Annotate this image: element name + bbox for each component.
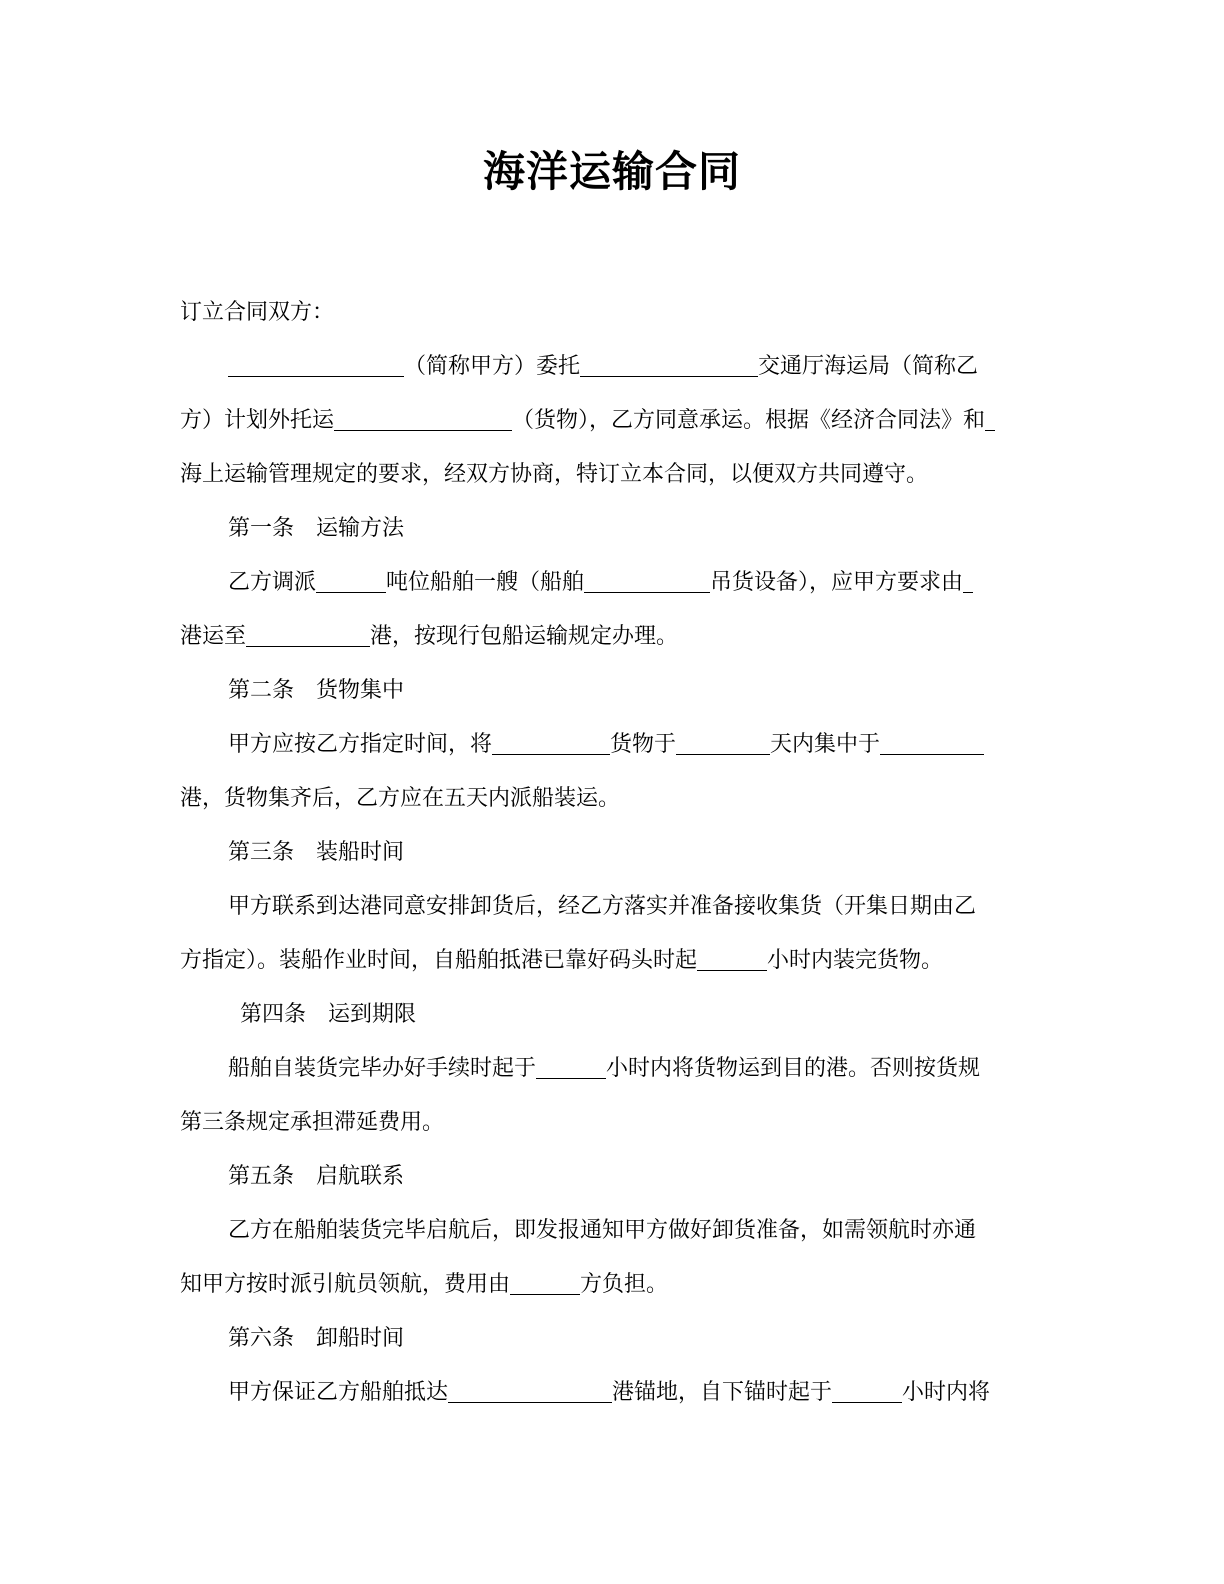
article-title: 卸船时间 — [316, 1326, 405, 1351]
text-segment: 小时内将货物运到目的港。否则按货规 — [606, 1056, 981, 1081]
article-2-line-1 — [228, 730, 984, 760]
text-segment: 小时内将 — [902, 1380, 991, 1405]
text-segment: 吨位船舶一艘（船舶 — [386, 570, 585, 595]
article-3-heading — [228, 838, 404, 868]
text-segment: 港，按现行包船运输规定办理。 — [370, 624, 679, 649]
blank-field — [228, 354, 404, 377]
article-title: 运到期限 — [328, 1002, 417, 1027]
blank-field — [584, 570, 710, 593]
text-segment: 甲方应按乙方指定时间，将 — [228, 732, 493, 757]
article-number: 第六条 — [228, 1326, 295, 1351]
text-segment: 货物于 — [610, 732, 677, 757]
document-title: 海洋运输合同 — [482, 147, 741, 196]
blank-field — [492, 732, 610, 755]
preamble-line-2 — [180, 406, 995, 436]
article-number: 第五条 — [228, 1164, 295, 1189]
article-title: 装船时间 — [316, 840, 405, 865]
article-1-line-2 — [180, 622, 678, 652]
article-6-heading — [228, 1324, 404, 1354]
article-4-line-2: 第三条规定承担滞延费用。 — [180, 1110, 445, 1135]
article-2-heading — [228, 676, 404, 706]
blank-field — [832, 1380, 902, 1403]
article-6-line-1 — [228, 1378, 990, 1408]
blank-field — [580, 354, 758, 377]
text-segment: 天内集中于 — [770, 732, 881, 757]
blank-field — [510, 1272, 580, 1295]
text-segment: 方指定）。装船作业时间，自船舶抵港已靠好码头时起 — [180, 948, 698, 973]
article-1-heading — [228, 514, 404, 544]
article-number: 第一条 — [228, 516, 295, 541]
article-5-line-1: 乙方在船舶装货完毕启航后，即发报通知甲方做好卸货准备，如需领航时亦通 — [228, 1218, 977, 1243]
article-number: 第二条 — [228, 678, 295, 703]
text-segment: 船舶自装货完毕办好手续时起于 — [228, 1056, 537, 1081]
blank-field — [536, 1056, 606, 1079]
text-segment: （货物），乙方同意承运。根据《经济合同法》和 — [512, 408, 986, 433]
blank-field — [697, 948, 767, 971]
text-segment: 小时内装完货物。 — [767, 948, 944, 973]
text-segment: 港运至 — [180, 624, 247, 649]
article-title: 启航联系 — [316, 1164, 405, 1189]
article-2-line-2: 港，货物集齐后，乙方应在五天内派船装运。 — [180, 786, 621, 811]
article-number: 第四条 — [240, 1002, 307, 1027]
blank-field — [963, 570, 973, 593]
text-segment: 方负担。 — [580, 1272, 669, 1297]
text-segment: 吊货设备），应甲方要求由 — [710, 570, 964, 595]
article-title: 运输方法 — [316, 516, 405, 541]
text-segment: （简称甲方）委托 — [404, 354, 581, 379]
article-5-line-2 — [180, 1270, 668, 1300]
article-5-heading — [228, 1162, 404, 1192]
blank-field — [676, 732, 770, 755]
preamble-line-3: 海上运输管理规定的要求，经双方协商，特订立本合同，以便双方共同遵守。 — [180, 462, 929, 487]
blank-field — [880, 732, 984, 755]
text-segment: 方）计划外托运 — [180, 408, 335, 433]
text-segment: 交通厅海运局（简称乙 — [758, 354, 979, 379]
text-segment: 港锚地，自下锚时起于 — [612, 1380, 833, 1405]
parties-label: 订立合同双方： — [180, 300, 335, 325]
article-number: 第三条 — [228, 840, 295, 865]
text-segment: 乙方调派 — [228, 570, 317, 595]
article-4-heading — [240, 1000, 416, 1030]
preamble-line-1 — [228, 352, 978, 382]
article-title: 货物集中 — [316, 678, 405, 703]
blank-field — [985, 408, 995, 431]
article-3-line-1: 甲方联系到达港同意安排卸货后，经乙方落实并准备接收集货（开集日期由乙 — [228, 894, 977, 919]
blank-field — [334, 408, 512, 431]
blank-field — [316, 570, 386, 593]
blank-field — [246, 624, 370, 647]
text-segment: 甲方保证乙方船舶抵达 — [228, 1380, 449, 1405]
text-segment: 知甲方按时派引航员领航，费用由 — [180, 1272, 511, 1297]
article-4-line-1 — [228, 1054, 980, 1084]
article-3-line-2 — [180, 946, 943, 976]
blank-field — [448, 1380, 612, 1403]
article-1-line-1 — [228, 568, 973, 598]
